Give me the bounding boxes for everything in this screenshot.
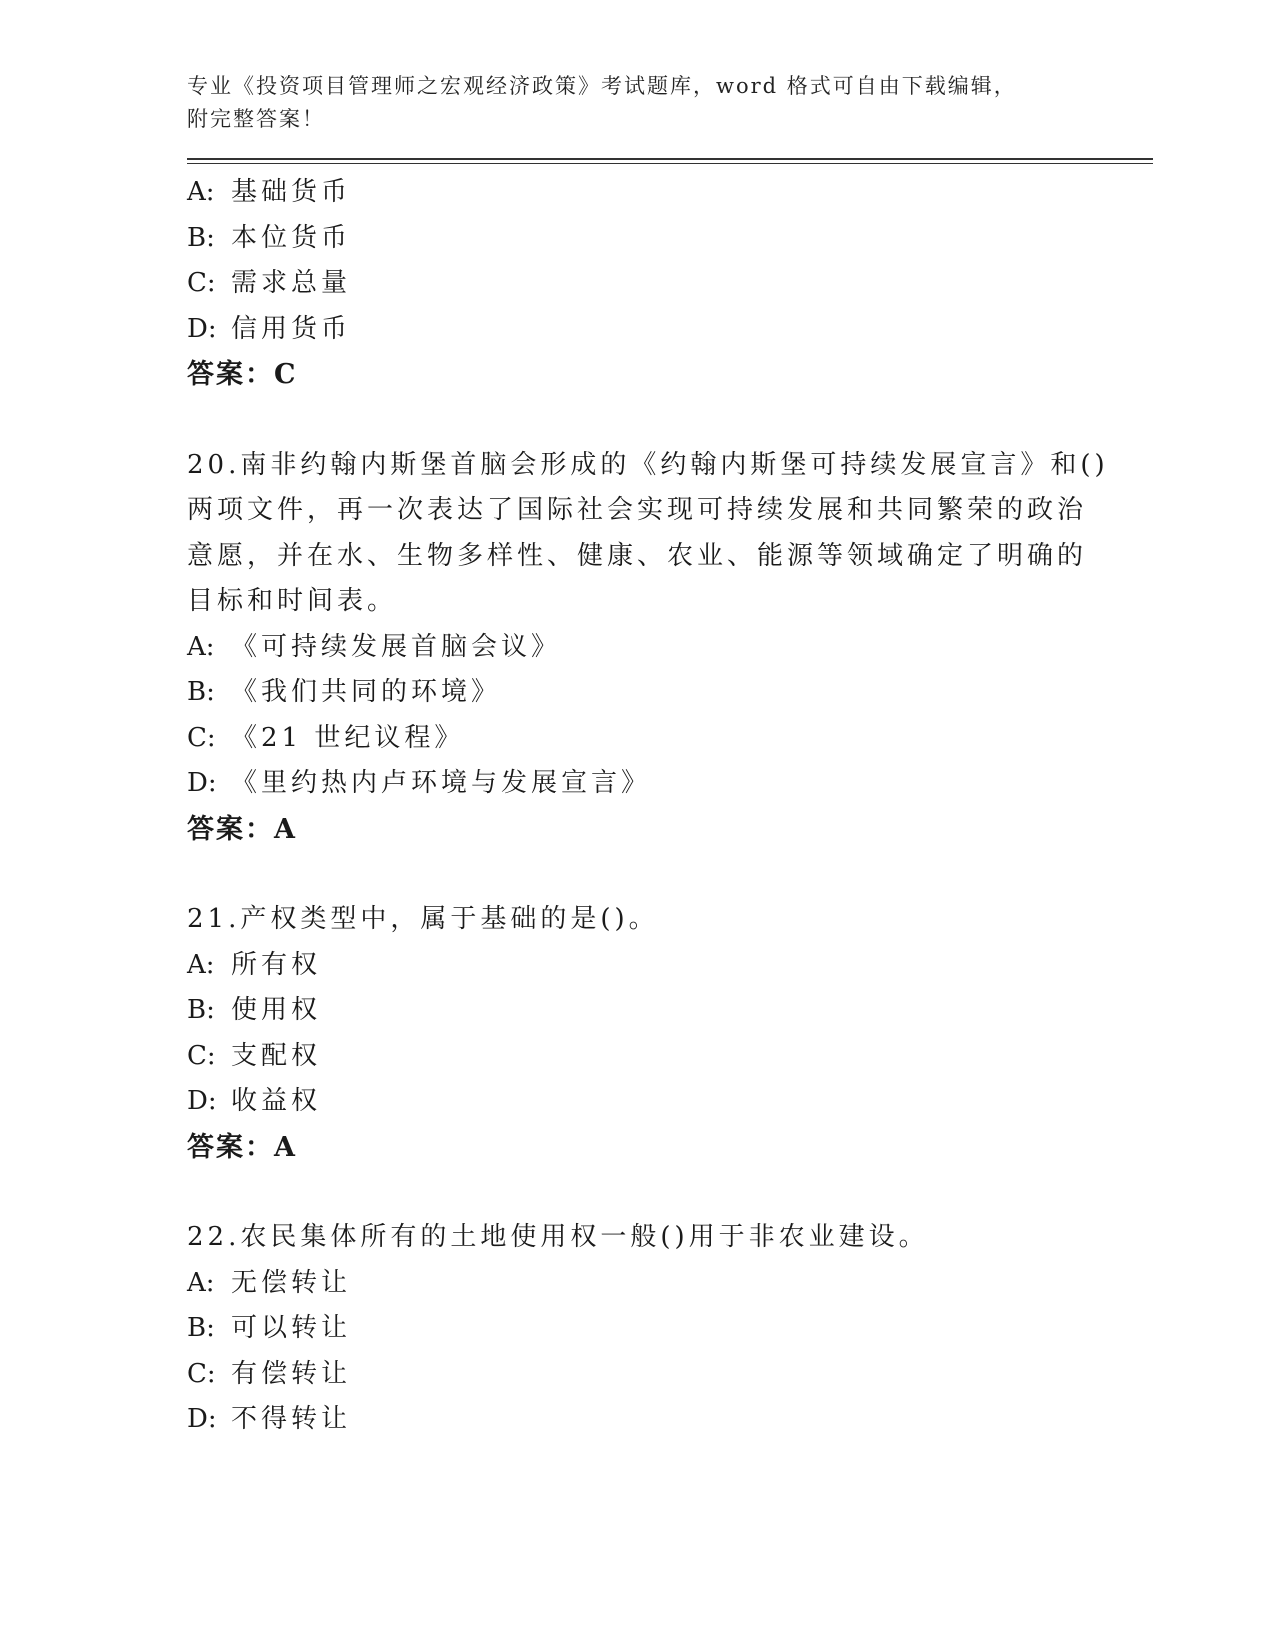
option-a: A: 《可持续发展首脑会议》 (187, 631, 562, 662)
option-d: D: 不得转让 (187, 1404, 352, 1434)
answer: 答案：A (187, 813, 297, 845)
header-line-2: 附完整答案！ (187, 107, 325, 131)
header-divider (187, 158, 1153, 164)
question-21 (187, 897, 1153, 1170)
answer: 答案：A (187, 1131, 297, 1163)
question-stem-line: 21.产权类型中，属于基础的是()。 (187, 904, 659, 934)
question-20 (187, 443, 1153, 853)
question-stem-line: 两项文件，再一次表达了国际社会实现可持续发展和共同繁荣的政治 (187, 495, 1088, 525)
option-d: D: 《里约热内卢环境与发展宣言》 (187, 768, 652, 798)
question-19 (187, 170, 1153, 398)
option-a: A: 所有权 (187, 949, 322, 980)
question-stem-line: 20.南非约翰内斯堡首脑会形成的《约翰内斯堡可持续发展宣言》和() (187, 449, 1109, 480)
document-header (187, 70, 1153, 136)
option-b: B: 本位货币 (187, 222, 352, 253)
option-b: B: 《我们共同的环境》 (187, 677, 502, 707)
option-d: D: 信用货币 (187, 313, 352, 344)
option-b: B: 可以转让 (187, 1313, 352, 1343)
question-stem-line: 意愿，并在水、生物多样性、健康、农业、能源等领域确定了明确的 (187, 540, 1088, 571)
question-stem-line: 目标和时间表。 (187, 586, 398, 616)
document-page (187, 70, 1153, 1443)
option-c: C: 支配权 (187, 1040, 322, 1071)
option-d: D: 收益权 (187, 1086, 322, 1116)
option-a: A: 无偿转让 (187, 1267, 352, 1298)
option-c: C: 需求总量 (187, 268, 352, 298)
option-a: A: 基础货币 (187, 177, 352, 207)
answer: 答案：C (187, 359, 298, 390)
option-c: C: 有偿转让 (187, 1358, 352, 1389)
option-b: B: 使用权 (187, 995, 322, 1025)
question-stem-line: 22.农民集体所有的土地使用权一般()用于非农业建设。 (187, 1222, 929, 1252)
question-22 (187, 1215, 1153, 1443)
header-line-1: 专业《投资项目管理师之宏观经济政策》考试题库，word 格式可自由下载编辑， (187, 74, 1017, 98)
option-c: C: 《21 世纪议程》 (187, 722, 465, 753)
